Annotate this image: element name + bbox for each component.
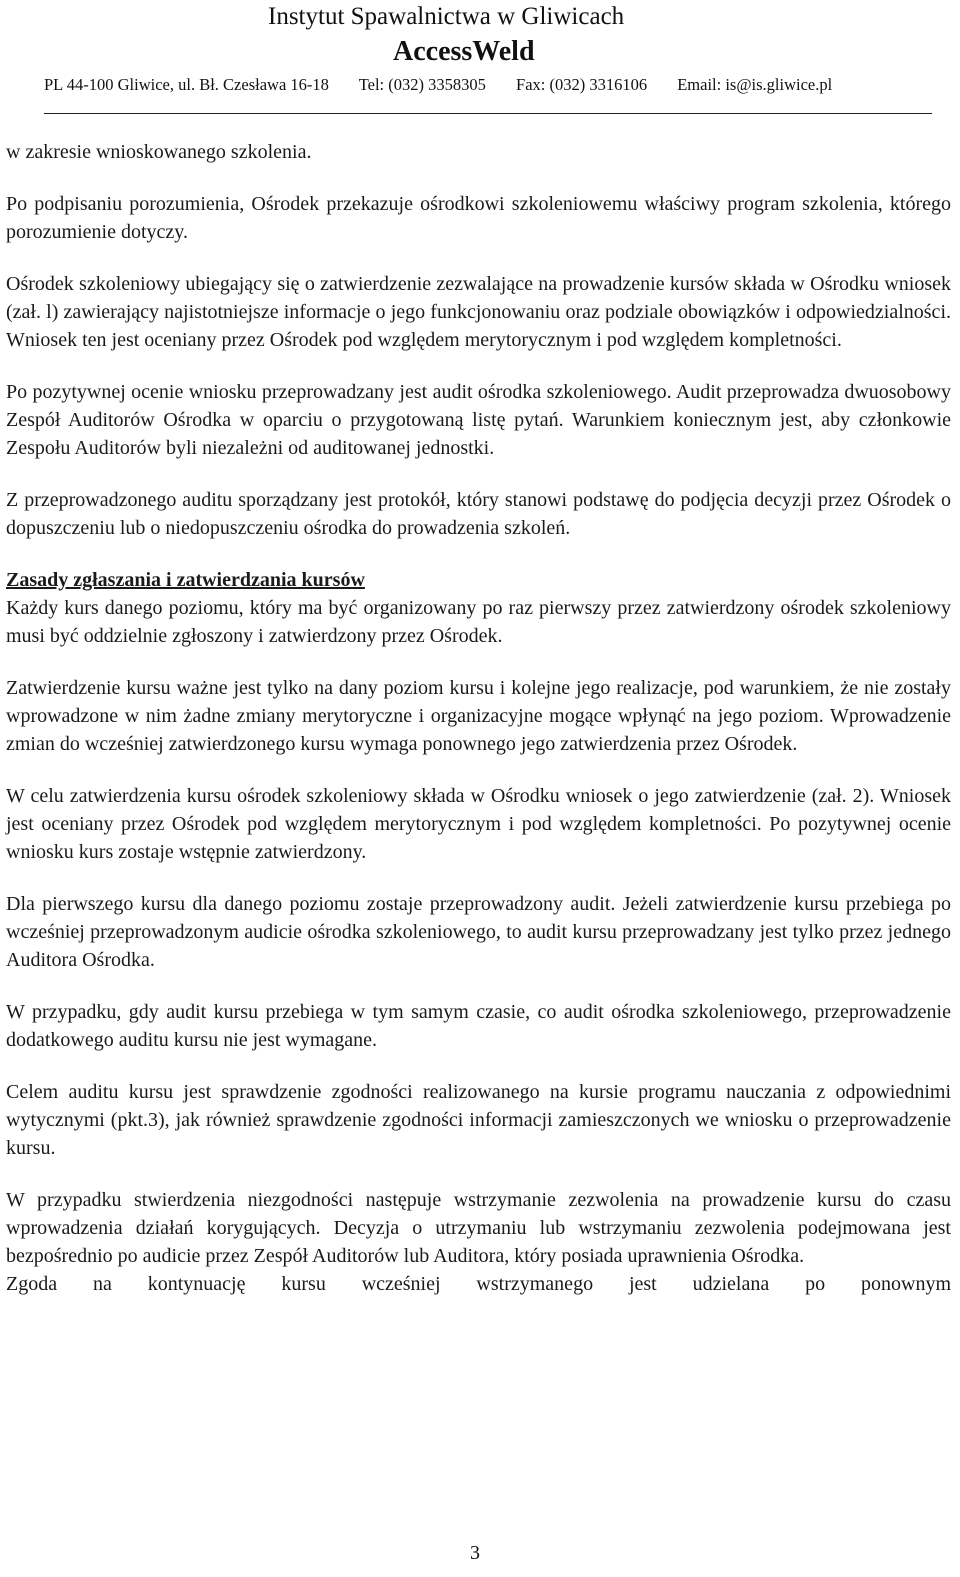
paragraph-11: Celem auditu kursu jest sprawdzenie zgodności realizowanego na kursie programu nauczania z odpowiednimi wytycznymi (pkt.3), jak również sprawdzenie zgodności informacji zamieszczonych we wniosku o przeprowadzenie kursu. (6, 1081, 951, 1159)
paragraph-10: W przypadku, gdy audit kursu przebiega w tym samym czasie, co audit ośrodka szkoleniowego, przeprowadzenie dodatkowego auditu kursu nie jest wymagane. (6, 1001, 951, 1051)
contact-email: Email: is@is.gliwice.pl (677, 75, 833, 94)
paragraph-6: Każdy kurs danego poziomu, który ma być organizowany po raz pierwszy przez zatwierdzony ośrodek szkoleniowy musi być oddzielnie zgłoszony i zatwierdzony przez Ośrodek. (6, 597, 951, 647)
section-heading: Zasady zgłaszania i zatwierdzania kursów (6, 569, 365, 591)
institution-name: Instytut Spawalnictwa w Gliwicach (268, 3, 625, 30)
paragraph-9: Dla pierwszego kursu dla danego poziomu zostaje przeprowadzony audit. Jeżeli zatwierdzenie kursu przebiega po wcześniej przeprowadzonym audicie ośrodka szkoleniowego, to audit kursu przeprowadzany jest tylko przez jednego Auditora Ośrodka. (6, 893, 951, 971)
letterhead (0, 0, 960, 128)
header-divider (44, 113, 932, 114)
paragraph-13: Zgoda na kontynuację kursu wcześniej wstrzymanego jest udzielana po ponownym (6, 1273, 951, 1295)
document-body (6, 138, 951, 1298)
contact-address: PL 44-100 Gliwice, ul. Bł. Czesława 16-18 (44, 75, 329, 94)
paragraph-2: Po podpisaniu porozumienia, Ośrodek przekazuje ośrodkowi szkoleniowemu właściwy program szkolenia, którego porozumienie dotyczy. (6, 193, 951, 243)
paragraph-12: W przypadku stwierdzenia niezgodności następuje wstrzymanie zezwolenia na prowadzenie kursu do czasu wprowadzenia działań korygujących. Decyzja o utrzymaniu lub wstrzymaniu zezwolenia podejmowana jest bezpośrednio po audicie przez Zespół Auditorów lub Auditora, który posiada uprawnienia Ośrodka. (6, 1189, 951, 1267)
brand-name: AccessWeld (393, 36, 535, 67)
paragraph-8: W celu zatwierdzenia kursu ośrodek szkoleniowy składa w Ośrodku wniosek o jego zatwierdzenie (zał. 2). Wniosek jest oceniany przez Ośrodek pod względem merytorycznym i pod względem kompletności. Po pozytywnej ocenie wniosku kurs zostaje wstępnie zatwierdzony. (6, 785, 951, 863)
paragraph-4: Po pozytywnej ocenie wniosku przeprowadzany jest audit ośrodka szkoleniowego. Audit przeprowadza dwuosobowy Zespół Auditorów Ośrodka w oparciu o przygotowaną listę pytań. Warunkiem koniecznym jest, aby członkowie Zespołu Auditorów byli niezależni od auditowanej jednostki. (6, 381, 951, 459)
paragraph-1: w zakresie wnioskowanego szkolenia. (6, 141, 312, 163)
contact-line (44, 75, 832, 95)
paragraph-7: Zatwierdzenie kursu ważne jest tylko na dany poziom kursu i kolejne jego realizacje, pod warunkiem, że nie zostały wprowadzone w nim żadne zmiany merytoryczne i organizacyjne mogące wpłynąć na jego poziom. Wprowadzenie zmian do wcześniej zatwierdzonego kursu wymaga ponownego jego zatwierdzenia przez Ośrodek. (6, 677, 951, 755)
paragraph-3: Ośrodek szkoleniowy ubiegający się o zatwierdzenie zezwalające na prowadzenie kursów składa w Ośrodku wniosek (zał. l) zawierający najistotniejsze informacje o jego funkcjonowaniu oraz podziale obowiązków i odpowiedzialności. Wniosek ten jest oceniany przez Ośrodek pod względem merytorycznym i pod względem kompletności. (6, 273, 951, 351)
paragraph-5: Z przeprowadzonego auditu sporządzany jest protokół, który stanowi podstawę do podjęcia decyzji przez Ośrodek o dopuszczeniu lub o niedopuszczeniu ośrodka do prowadzenia szkoleń. (6, 489, 951, 539)
contact-fax: Fax: (032) 3316106 (516, 75, 648, 94)
page-number: 3 (470, 1542, 480, 1564)
contact-tel: Tel: (032) 3358305 (358, 75, 486, 94)
